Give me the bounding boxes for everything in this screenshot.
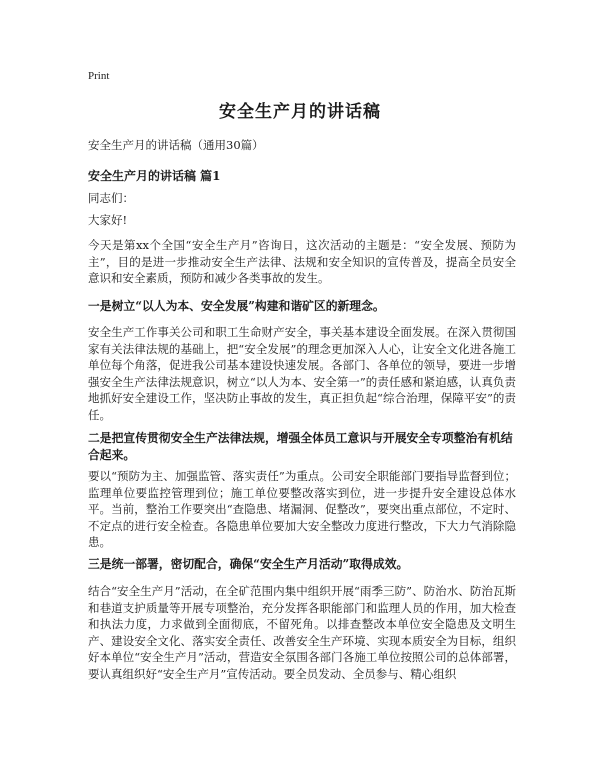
heading-1: 一是树立“以人为本、安全发展”构建和谐矿区的新理念。 xyxy=(88,299,385,313)
paragraph-2: 安全生产工作事关公司和职工生命财产安全，事关基本建设全面发展。在深入贯彻国家有关法律法规的基础上，把“安全发展”的理念更加深入人心，让安全文化进各施工单位每个角落，促进我公司基本建设快速发展。各部门、各单位的领导，要进一步增强安全生产法律法规意识，树立“以人为本、安全第一”的责任感和紧迫感，认真负责地抓好安全建设工作，坚决防止事故的发生，真正担负起“综合治理，保障平安”的责任。 xyxy=(88,325,516,422)
print-label: Print xyxy=(88,70,110,82)
greeting-line-2: 大家好! xyxy=(88,213,128,227)
greeting-line-1: 同志们： xyxy=(88,191,134,205)
heading-2: 二是把宣传贯彻安全生产法律法规，增强全体员工意识与开展安全专项整治有机结合起来。 xyxy=(88,431,513,462)
paragraph-4: 结合“安全生产月”活动，在全矿范围内集中组织开展“雨季三防”、防治水、防治瓦斯和巷道支护质量等开展专项整治，充分发挥各职能部门和监理人员的作用，加大检查和执法力度，力求做到全面彻底，不留死角。以排查整改本单位安全隐患及文明生产、建设安全文化、落实安全责任、改善安全生产环境、实现本质安全为目标，组织好本单位“安全生产月”活动，营造安全氛围各部门各施工单位按照公司的总体部署，要认真组织好“安全生产月”宣传活动。要全员发动、全员参与、精心组织 xyxy=(88,584,516,681)
document-subtitle: 安全生产月的讲话稿（通用30篇） xyxy=(88,138,264,152)
paragraph-3: 要以“预防为主、加强监管、落实责任”为重点。公司安全职能部门要指导监督到位；监理单位要监控管理到位；施工单位要整改落实到位，进一步提升安全建设总体水平。当前，整治工作要突出“查隐患、堵漏洞、促整改”，要突出重点部位，不定时、不定点的进行安全检查。各隐患单位要加大安全整改力度进行整改，下大力气消除隐患。 xyxy=(88,469,516,550)
section-title: 安全生产月的讲话稿 篇1 xyxy=(88,169,221,183)
heading-3: 三是统一部署，密切配合，确保“安全生产月活动”取得成效。 xyxy=(88,557,409,571)
document-title: 安全生产月的讲话稿 xyxy=(219,102,381,122)
paragraph-1: 今天是第xx个全国“安全生产月”咨询日，这次活动的主题是：“安全发展、预防为主”，目的是进一步推动安全生产法律、法规和安全知识的宣传普及，提高全员安全意识和安全素质，预防和减少各类事故的发生。 xyxy=(88,238,516,286)
